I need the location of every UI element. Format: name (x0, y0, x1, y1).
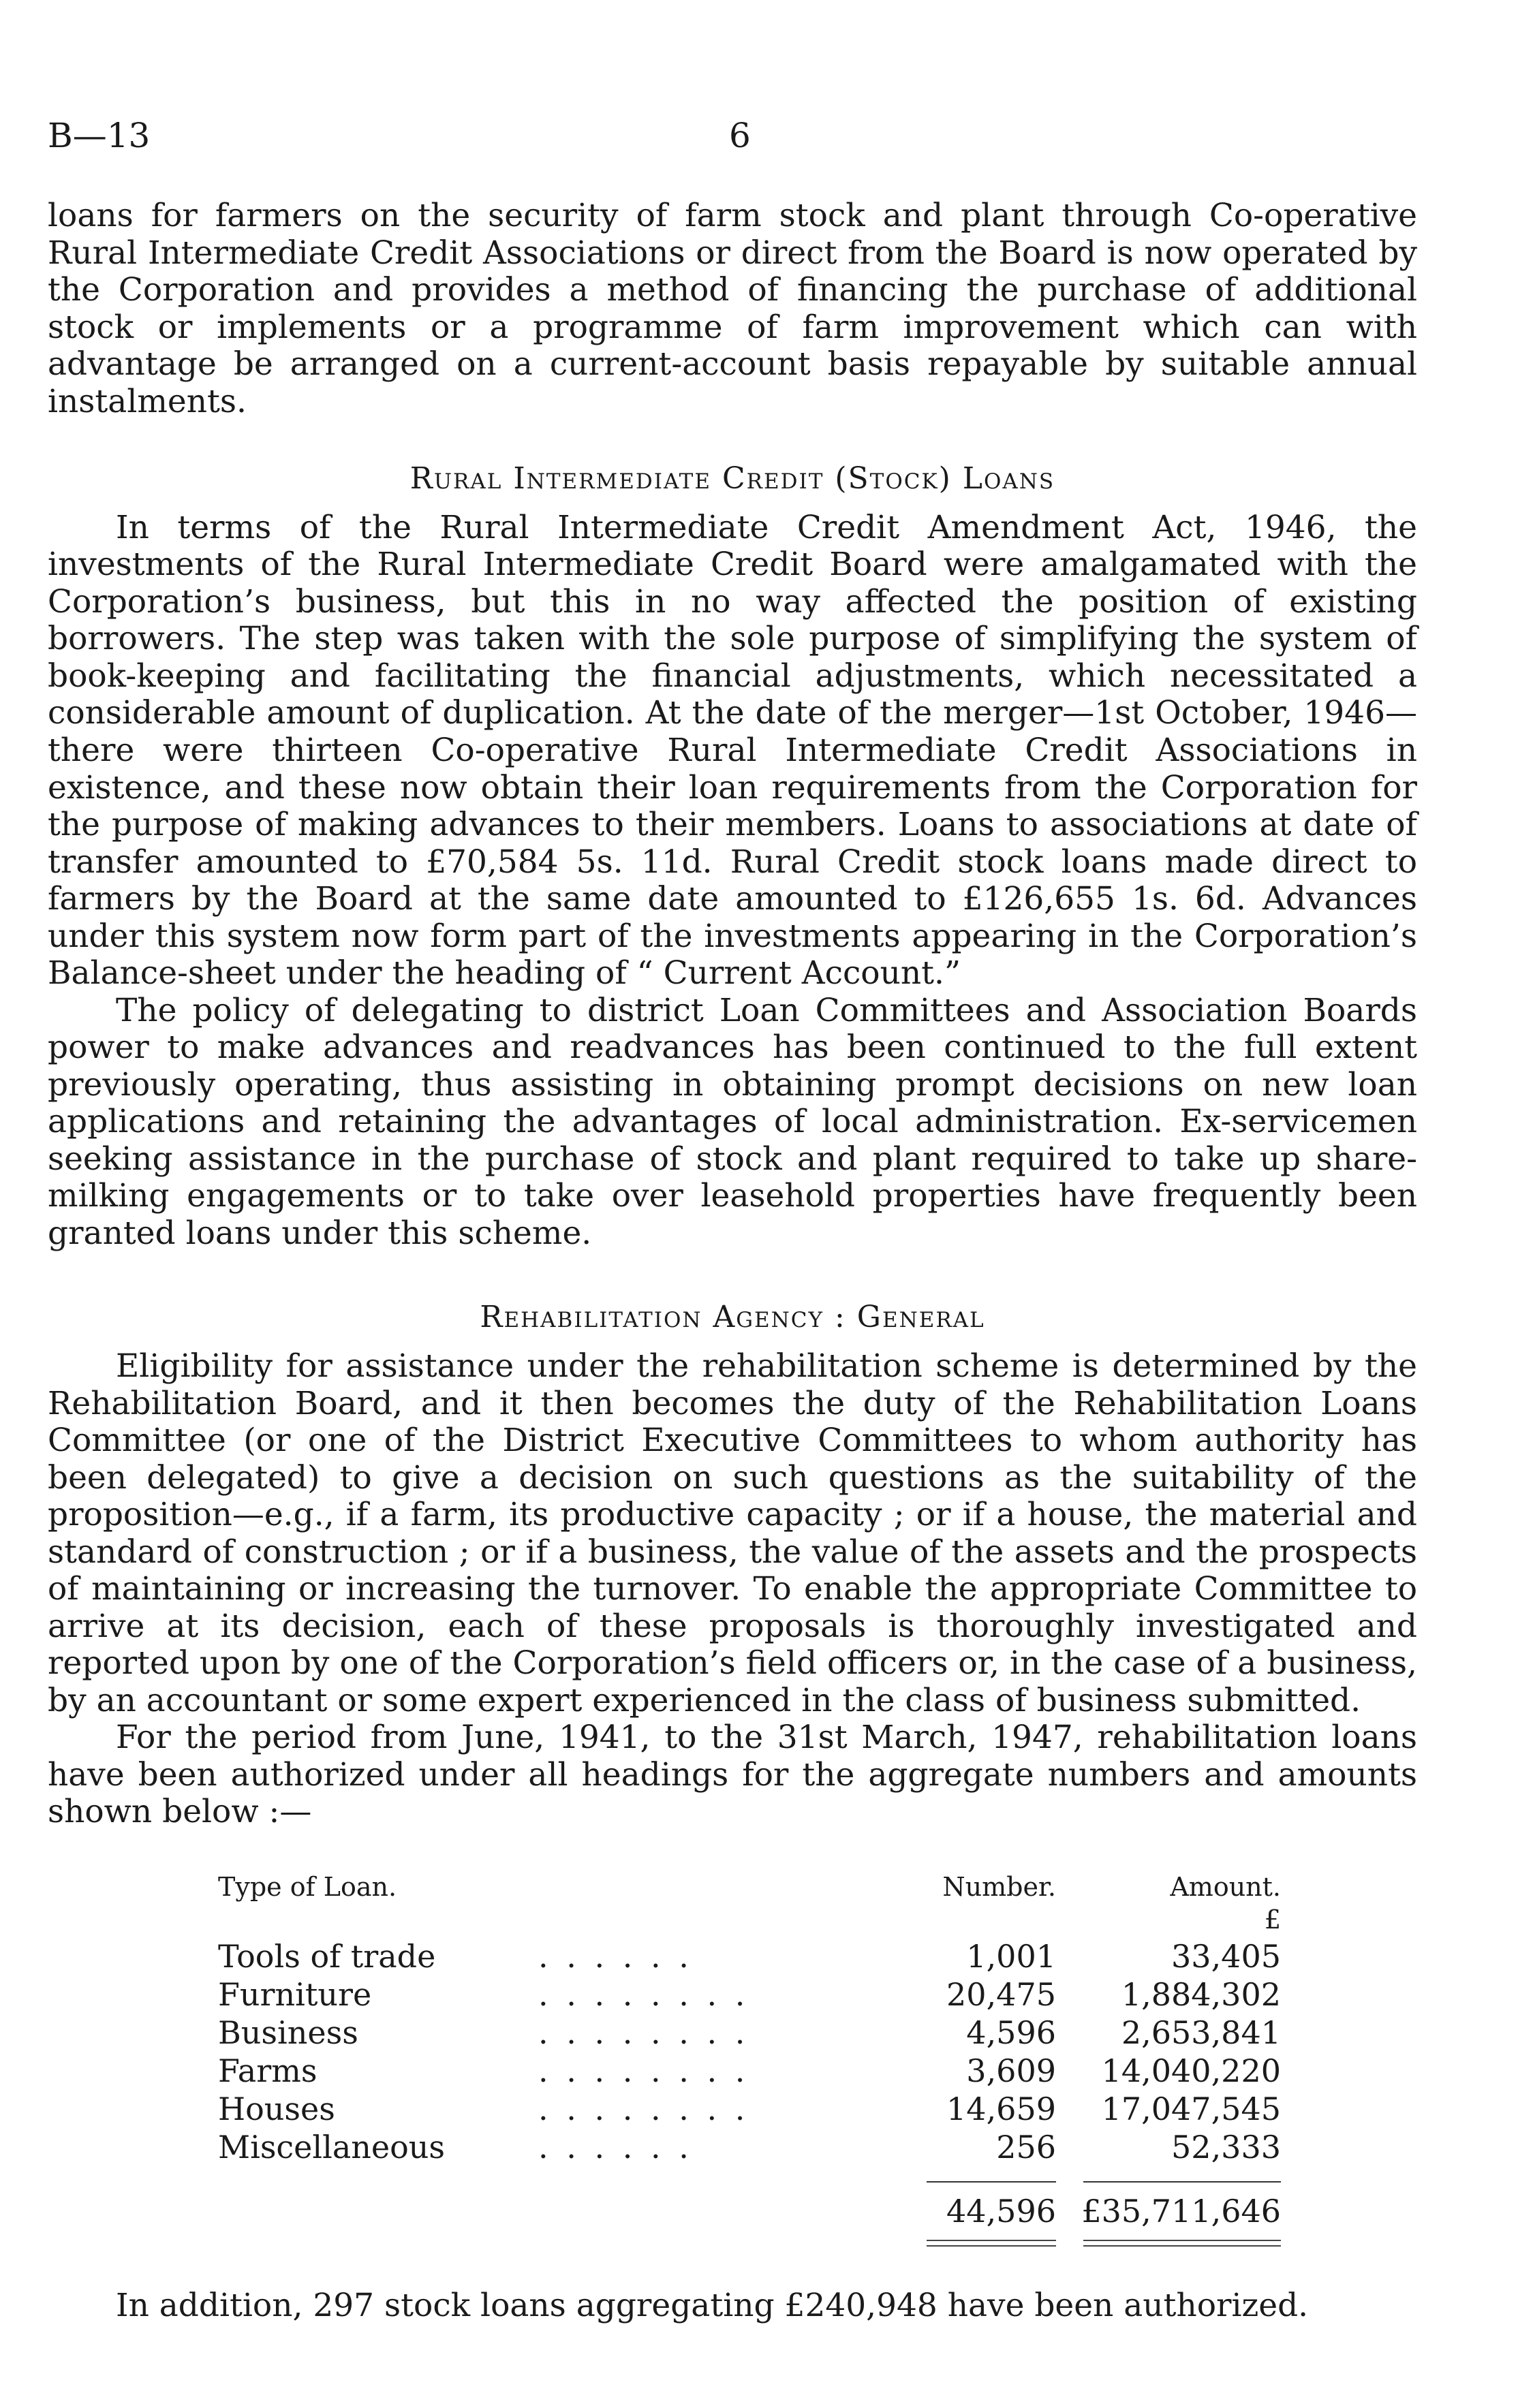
table-rule-row (218, 2166, 1281, 2183)
leader-dots: . . . . . . . . (538, 2014, 749, 2051)
loan-table (218, 1872, 1281, 2247)
loan-type: Tools of trade (218, 1937, 436, 1975)
loan-type: Farms (218, 2052, 317, 2090)
loan-number: 14,659 (946, 2091, 1056, 2128)
table-total-row (218, 2183, 1281, 2240)
column-header-number: Number. (942, 1871, 1056, 1902)
column-header-amount: Amount. (1170, 1871, 1281, 1902)
loan-type: Miscellaneous (218, 2129, 446, 2166)
rural-credit-paragraph-1: In terms of the Rural Intermediate Credit Amendment Act, 1946, the investments of the Rural Intermediate Credit Board were amalgamated with the Corporation’s business, but this in no way affected the position of existing borrowers. The step was taken with the sole purpose of simplifying the system of book-keeping and facilitating the financial adjustments, which necessitated a considerable amount of duplication. At the date of the merger—1st October, 1946—there were thirteen Co-operative Rural Intermediate Credit Associations in existence, and these now obtain their loan requirements from the Corporation for the purpose of making advances to their members. Loans to associations at date of transfer amounted to £70,584 5s. 11d. Rural Credit stock loans made direct to farmers by the Board at the same date amounted to £126,655 1s. 6d. Advances under this system now form part of the investments appearing in the Corporation’s Balance-sheet under the heading of “ Current Account.” (48, 508, 1417, 992)
loan-table-currency-row (218, 1905, 1281, 1937)
loan-number: 20,475 (946, 1975, 1056, 2013)
loan-amount: 14,040,220 (1101, 2052, 1281, 2090)
loan-amount: 1,884,302 (1121, 1975, 1281, 2013)
leader-dots: . . . . . . . . (538, 1975, 749, 2013)
total-amount: £35,711,646 (1081, 2193, 1281, 2230)
rural-credit-paragraph-2: The policy of delegating to district Loan Committees and Association Boards power to make advances and readvances has been continued to the full extent previously operating, thus assisting in obtaining prompt decisions on new loan applications and retaining the advantages of local administration. Ex-servicemen seeking assistance in the purchase of stock and plant required to take up share-milking engagements or to take over leasehold properties have frequently been granted loans under this scheme. (48, 991, 1417, 1252)
rehabilitation-paragraph-1: Eligibility for assistance under the rehabilitation scheme is determined by the Rehabilitation Board, and it then becomes the duty of the Rehabilitation Loans Committee (or one of the District Executive Committees to whom authority has been delegated) to give a decision on such questions as the suitability of the proposition—e.g., if a farm, its productive capacity ; or if a house, the material and standard of construction ; or if a business, the value of the assets and the prospects of maintaining or increasing the turnover. To enable the appropriate Committee to arrive at its decision, each of these proposals is thoroughly investigated and reported upon by one of the Corporation’s field officers or, in the case of a business, by an accountant or some expert experienced in the class of business submitted. (48, 1347, 1417, 1719)
loan-amount: 17,047,545 (1101, 2091, 1281, 2128)
document-reference: B—13 (48, 116, 151, 155)
table-row (218, 2090, 1281, 2128)
currency-symbol: £ (1264, 1904, 1281, 1935)
closing-paragraph: In addition, 297 stock loans aggregating £240,948 have been authorized. (116, 2287, 1309, 2325)
page-header (48, 116, 1417, 170)
page-number: 6 (729, 116, 751, 155)
loan-number: 4,596 (966, 2014, 1056, 2051)
loan-number: 3,609 (966, 2052, 1056, 2090)
page-content (48, 198, 1417, 2325)
table-row (218, 1975, 1281, 2014)
loan-amount: 33,405 (1171, 1937, 1281, 1975)
loan-amount: 52,333 (1171, 2129, 1281, 2166)
leader-dots: . . . . . . . . (538, 2091, 749, 2128)
total-number: 44,596 (946, 2193, 1056, 2230)
loan-type: Furniture (218, 1975, 372, 2013)
leader-dots: . . . . . . (538, 1937, 693, 1975)
table-row (218, 2052, 1281, 2090)
total-double-rule (927, 2240, 1056, 2247)
loan-number: 256 (996, 2129, 1056, 2166)
table-row (218, 1937, 1281, 1975)
loan-table-header-row (218, 1872, 1281, 1905)
loan-type: Business (218, 2014, 358, 2051)
section-heading-rural-credit: Rural Intermediate Credit (Stock) Loans (409, 461, 1055, 497)
loan-type: Houses (218, 2091, 335, 2128)
column-header-type: Type of Loan. (218, 1871, 397, 1902)
section-heading-rehabilitation: Rehabilitation Agency : General (480, 1300, 985, 1335)
table-row (218, 2128, 1281, 2166)
rehabilitation-paragraph-2: For the period from June, 1941, to the 31st March, 1947, rehabilitation loans have been authorized under all headings for the aggregate numbers and amounts shown below :— (48, 1719, 1417, 1831)
loan-amount: 2,653,841 (1121, 2014, 1281, 2051)
table-row (218, 2014, 1281, 2052)
leader-dots: . . . . . . . . (538, 2052, 749, 2090)
intro-paragraph: loans for farmers on the security of farm stock and plant through Co-operative Rural Intermediate Credit Associations or direct from the Board is now operated by the Corporation and provides a method of financing the purchase of additional stock or implements or a programme of farm improvement which can with advantage be arranged on a current-account basis repayable by suitable annual instalments. (48, 197, 1417, 420)
total-double-rule (1083, 2240, 1281, 2247)
leader-dots: . . . . . . (538, 2129, 693, 2166)
table-double-rule-row (218, 2240, 1281, 2247)
loan-number: 1,001 (966, 1937, 1056, 1975)
